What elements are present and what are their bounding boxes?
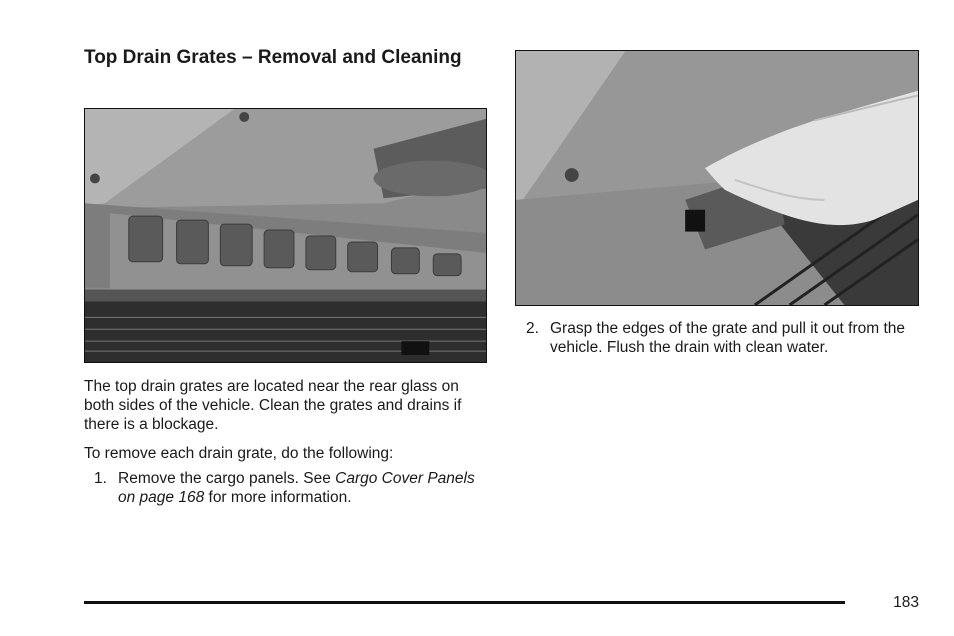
step-text: Remove the cargo panels. See Cargo Cover Panels on page 168 for more information. bbox=[118, 470, 475, 506]
cross-reference-link[interactable]: Cargo Cover Panels on page 168 bbox=[118, 470, 475, 506]
step-2 bbox=[526, 319, 921, 357]
hand-removing-grate-photo bbox=[515, 50, 919, 306]
step-1 bbox=[94, 469, 484, 507]
drain-grate-illustration bbox=[85, 109, 486, 362]
step-number: 1. bbox=[94, 470, 107, 487]
drain-grate-photo bbox=[84, 108, 487, 363]
instruction-lead: To remove each drain grate, do the following: bbox=[84, 445, 394, 462]
step-text: Grasp the edges of the grate and pull it out from the vehicle. Flush the drain with clean water. bbox=[550, 320, 905, 356]
footer-rule bbox=[84, 601, 845, 604]
step-number: 2. bbox=[526, 320, 539, 337]
page-number: 183 bbox=[893, 594, 919, 611]
hand-grate-illustration bbox=[516, 51, 918, 305]
section-heading: Top Drain Grates – Removal and Cleaning bbox=[84, 47, 462, 68]
intro-paragraph: The top drain grates are located near the rear glass on both sides of the vehicle. Clean the grates and drains if there is a blockage. bbox=[84, 378, 462, 433]
